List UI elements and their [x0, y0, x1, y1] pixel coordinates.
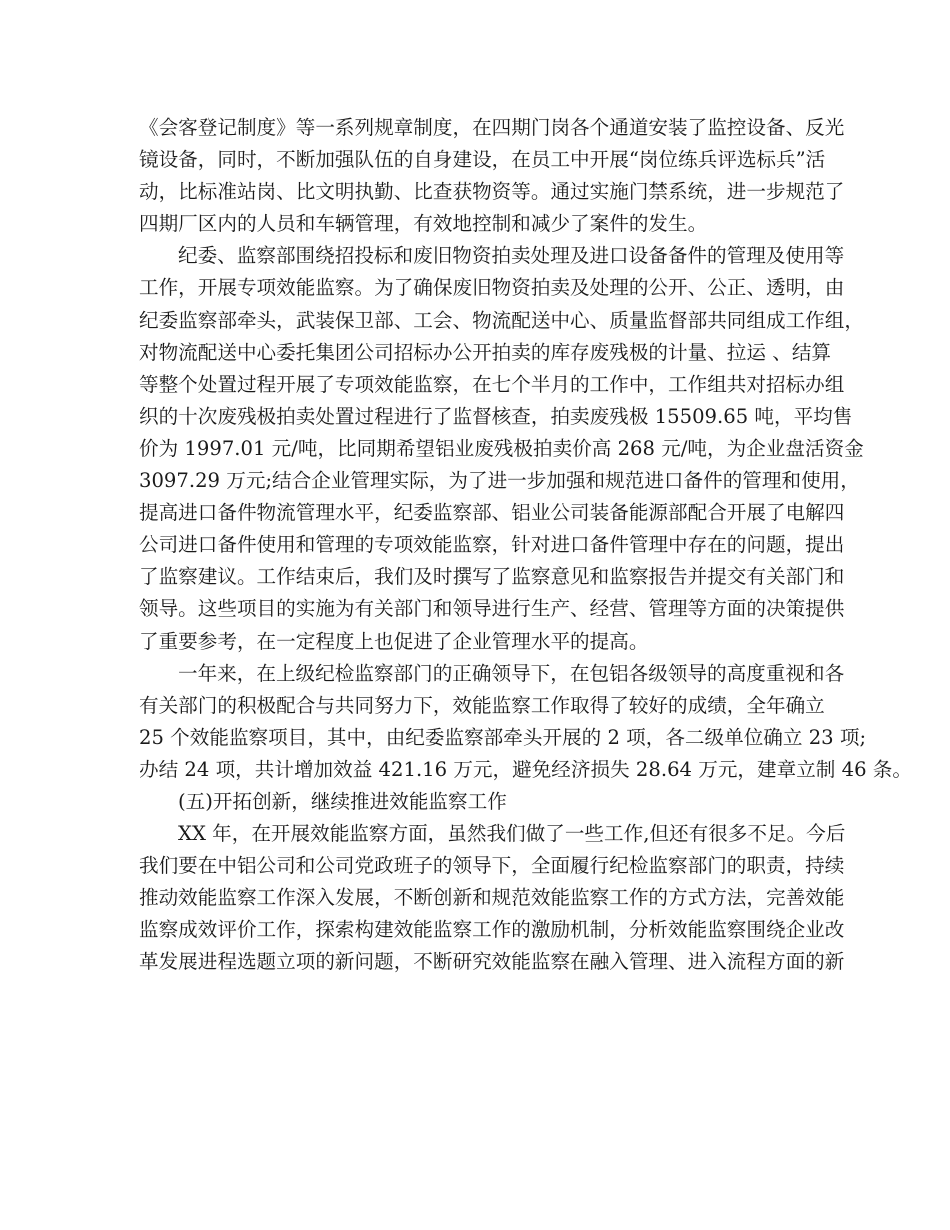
paragraph-first-line: 一年来，在上级纪检监察部门的正确领导下，在包铝各级领导的高度重视和各: [178, 661, 845, 685]
body-text: [139, 112, 912, 979]
paragraph-first-line: XX 年，在开展效能监察方面，虽然我们做了一些工作,但还有很多不足。今后: [178, 822, 846, 846]
text-line: 推动效能监察工作深入发展，不断创新和规范效能监察工作的方式方法，完善效能: [139, 886, 845, 910]
paragraph-first-line: 纪委、监察部围绕招投标和废旧物资拍卖处理及进口设备备件的管理及使用等: [178, 244, 845, 268]
section-heading: (五)开拓创新，继续推进效能监察工作: [178, 789, 507, 813]
text-line: 公司进口备件使用和管理的专项效能监察，针对进口备件管理中存在的问题，提出: [139, 533, 845, 557]
text-line: 我们要在中铝公司和公司党政班子的领导下，全面履行纪检监察部门的职责，持续: [139, 854, 845, 878]
text-line: 3097.29 万元;结合企业管理实际，为了进一步加强和规范进口备件的管理和使用，: [139, 469, 860, 493]
text-line: 提高进口备件物流管理水平，纪委监察部、铝业公司装备能源部配合开展了电解四: [139, 501, 845, 525]
text-line: 等整个处置过程开展了专项效能监察，在七个半月的工作中，工作组共对招标办组: [139, 372, 845, 396]
text-line: 革发展进程选题立项的新问题，不断研究效能监察在融入管理、进入流程方面的新: [139, 950, 845, 974]
text-line: 25 个效能监察项目，其中，由纪委监察部牵头开展的 2 项，各二级单位确立 23 项;: [139, 725, 867, 749]
text-line: 动，比标准站岗、比文明执勤、比查获物资等。通过实施门禁系统，进一步规范了: [139, 180, 845, 204]
text-line: 四期厂区内的人员和车辆管理，有效地控制和减少了案件的发生。: [139, 212, 708, 236]
text-line: 对物流配送中心委托集团公司招标办公开拍卖的库存废残极的计量、拉运 、结算: [139, 340, 832, 364]
text-line: 《会客登记制度》等一系列规章制度，在四期门岗各个通道安装了监控设备、反光: [139, 116, 845, 139]
text-line: 纪委监察部牵头，武装保卫部、工会、物流配送中心、质量监督部共同组成工作组，: [139, 308, 864, 332]
text-line: 了重要参考，在一定程度上也促进了企业管理水平的提高。: [139, 629, 649, 653]
text-line: 镜设备，同时，不断加强队伍的自身建设，在员工中开展“岗位练兵评选标兵”活: [139, 148, 826, 172]
text-line: 办结 24 项，共计增加效益 421.16 万元，避免经济损失 28.64 万元，建章立制 46 条。: [139, 757, 912, 781]
text-line: 有关部门的积极配合与共同努力下，效能监察工作取得了较好的成绩，全年确立: [139, 693, 825, 717]
text-line: 了监察建议。工作结束后，我们及时撰写了监察意见和监察报告并提交有关部门和: [139, 565, 845, 589]
text-line: 领导。这些项目的实施为有关部门和领导进行生产、经营、管理等方面的决策提供: [139, 597, 845, 621]
text-line: 价为 1997.01 元/吨，比同期希望铝业废残极拍卖价高 268 元/吨，为企业盘活资金: [139, 436, 864, 460]
text-line: 监察成效评价工作，探索构建效能监察工作的激励机制，分析效能监察围绕企业改: [139, 918, 845, 942]
text-line: 工作，开展专项效能监察。为了确保废旧物资拍卖及处理的公开、公正、透明，由: [139, 276, 845, 300]
text-line: 织的十次废残极拍卖处置过程进行了监督核查，拍卖废残极 15509.65 吨，平均售: [139, 404, 853, 428]
